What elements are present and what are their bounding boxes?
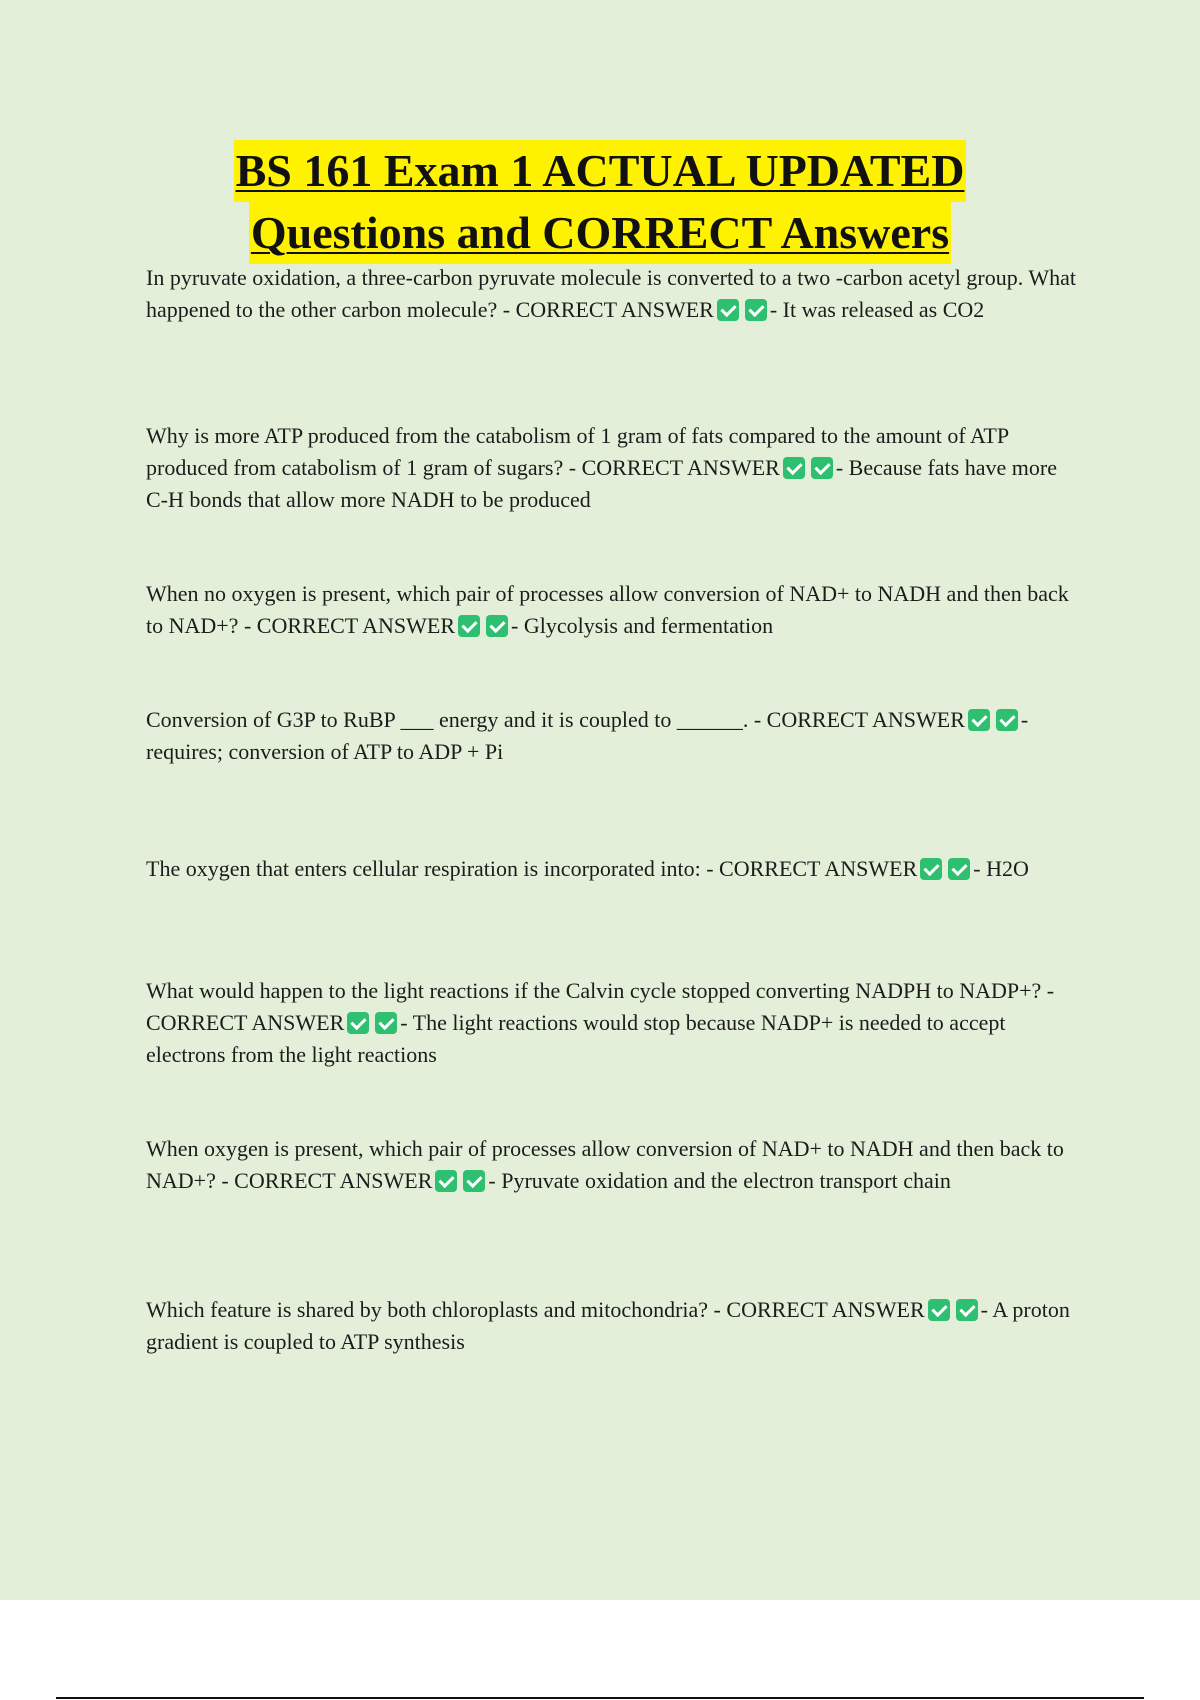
document-title — [0, 140, 1200, 264]
answer-marker: CORRECT ANSWER — [234, 1168, 433, 1193]
answer-marker: CORRECT ANSWER — [726, 1297, 925, 1322]
check-icon — [347, 1012, 369, 1034]
answer-marker: CORRECT ANSWER — [719, 856, 918, 881]
qa-item-4 — [146, 704, 1076, 768]
title-line-1: BS 161 Exam 1 ACTUAL UPDATED — [234, 140, 967, 202]
answer-text: - Pyruvate oxidation and the electron transport chain — [488, 1168, 951, 1193]
check-icon — [375, 1012, 397, 1034]
answer-marker: CORRECT ANSWER — [256, 613, 456, 638]
check-icon — [920, 858, 942, 880]
qa-item-7 — [146, 1133, 1076, 1197]
answer-text: - requires; conversion of ATP to ADP + Pi — [146, 707, 1029, 764]
answer-text: - It was released as CO2 — [769, 297, 985, 322]
answer-text: - H2O — [973, 856, 1029, 881]
check-icon — [463, 1170, 485, 1192]
check-icon — [458, 615, 480, 637]
question-text: When no oxygen is present, which pair of processes allow conversion of NAD+ to NADH and then back to NAD+? - — [146, 581, 1069, 638]
check-icon — [486, 615, 508, 637]
question-text: Which feature is shared by both chloroplasts and mitochondria? - — [146, 1297, 727, 1322]
qa-item-2 — [146, 420, 1076, 516]
qa-item-1 — [146, 262, 1076, 326]
answer-text: - A proton gradient is coupled to ATP synthesis — [146, 1297, 1070, 1354]
answer-marker: CORRECT ANSWER — [515, 297, 714, 322]
question-text: The oxygen that enters cellular respiration is incorporated into: - — [146, 856, 720, 881]
check-icon — [928, 1299, 950, 1321]
check-icon — [956, 1299, 978, 1321]
check-icon — [948, 858, 970, 880]
question-text: What would happen to the light reactions if the Calvin cycle stopped converting NADPH to NADP+? - — [146, 978, 1055, 1003]
check-icon — [435, 1170, 457, 1192]
qa-item-8 — [146, 1294, 1076, 1358]
check-icon — [717, 299, 739, 321]
check-icon — [968, 709, 990, 731]
question-text: When oxygen is present, which pair of processes allow conversion of NAD+ to NADH and then back to NAD+? - — [146, 1136, 1064, 1193]
question-text: Conversion of G3P to RuBP ___ energy and it is coupled to ______. - — [146, 707, 767, 732]
answer-marker: CORRECT ANSWER — [146, 1010, 345, 1035]
answer-text: - Glycolysis and fermentation — [511, 613, 774, 638]
qa-item-6 — [146, 975, 1076, 1071]
check-icon — [783, 457, 805, 479]
check-icon — [996, 709, 1018, 731]
answer-marker: CORRECT ANSWER — [766, 707, 965, 732]
qa-item-5 — [146, 853, 1076, 885]
question-text: Why is more ATP produced from the catabolism of 1 gram of fats compared to the amount of ATP produced from catabolism of 1 gram of sugars? - — [146, 423, 1009, 480]
qa-item-3 — [146, 578, 1076, 642]
footer-divider — [56, 1697, 1144, 1699]
answer-marker: CORRECT ANSWER — [581, 455, 780, 480]
check-icon — [811, 457, 833, 479]
question-text: In pyruvate oxidation, a three-carbon pyruvate molecule is converted to a two -carbon acetyl group. What happened to the other carbon molecule? - — [146, 265, 1076, 322]
answer-text: - The light reactions would stop because NADP+ is needed to accept electrons from the light reactions — [146, 1010, 1006, 1067]
answer-text: - Because fats have more C-H bonds that allow more NADH to be produced — [146, 455, 1057, 512]
title-line-2: Questions and CORRECT Answers — [249, 202, 951, 264]
check-icon — [745, 299, 767, 321]
